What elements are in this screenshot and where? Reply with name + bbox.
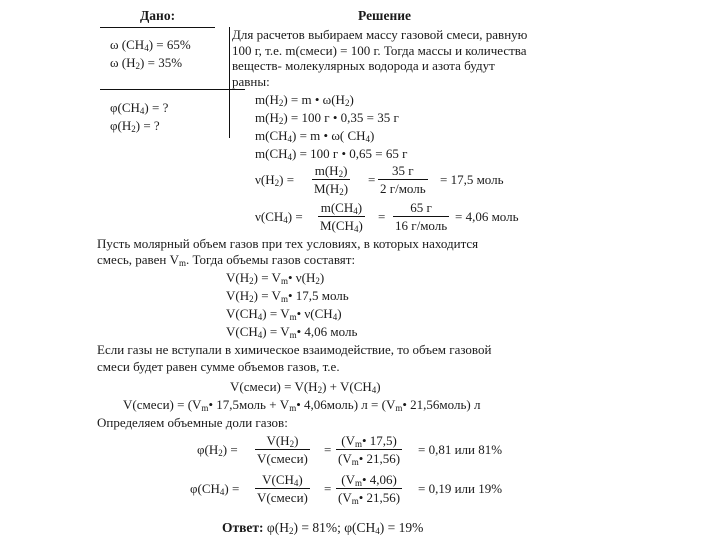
given-header: Дано: xyxy=(140,8,176,23)
volume-intro-line: смесь, равен $V_m$. Тогда объемы газов составят: xyxy=(97,251,356,268)
phi-h2-eq: = xyxy=(324,442,332,457)
volume-intro xyxy=(97,236,478,267)
fractions-heading: Определяем объемные доли газов: xyxy=(97,415,288,430)
given-top-rule xyxy=(100,27,215,28)
nu-h2-fraction-2 xyxy=(378,163,428,196)
given-w-h2: ω $(H_2) = 35\%$ xyxy=(110,55,183,71)
nu-ch4-den2: 16 г/моль xyxy=(395,218,448,233)
solution-intro-line: Для расчетов выбираем массу газовой смеси, равную xyxy=(232,27,528,42)
phi-h2-result: = 0,81 или 81% xyxy=(418,442,503,457)
nu-h2-eq: = xyxy=(368,172,376,187)
m-h2-formula: $m(H_2) = m$ • $\omega(H_2)$ xyxy=(255,92,354,108)
nu-h2-result: = 17,5 моль xyxy=(440,172,504,187)
given-vertical-rule xyxy=(229,27,230,138)
phi-ch4-den1: V(смеси) xyxy=(257,490,308,505)
nu-ch4-result: = 4,06 моль xyxy=(455,209,519,224)
given-phi-ch4: $\varphi(CH_4)$ = ? xyxy=(110,100,169,116)
phi-ch4-lhs: $\varphi(CH_4)$ = xyxy=(190,481,240,497)
nu-h2-fraction-1: $\frac{m(H_2)}{M(H_2)}$ xyxy=(314,163,349,197)
phi-h2-fraction-1: $V(H_2)$ V(смеси) xyxy=(257,433,308,466)
mixture-paragraph xyxy=(97,341,491,375)
solution-intro-line: веществ- молекулярных водорода и азота будут xyxy=(232,58,495,73)
v-h2-value: $V(H_2)$ = $V_m•$ 17,5 моль xyxy=(226,288,349,304)
given-phi-h2: $\varphi(H_2)$ = ? xyxy=(110,118,160,134)
m-h2-value: $m(H_2) = 100$ г • 0,35 = 35 г xyxy=(255,110,399,126)
solution-intro-line: равны: xyxy=(232,73,270,89)
v-ch4-value: $V(CH_4)$ = $V_m•$ 4,06 моль xyxy=(226,324,358,340)
phi-ch4-result: = 0,19 или 19% xyxy=(418,481,503,496)
v-ch4-formula: $V(CH_4)$ = $V_m•$ $\nu(CH_4)$ xyxy=(226,306,342,322)
nu-ch4-fraction-2 xyxy=(393,200,449,233)
nu-h2-lhs: $\nu(H_2)$ = xyxy=(255,172,295,188)
solution-intro-line: 100 г, т.е. m(смеси) = 100 г. Тогда массы и количества xyxy=(232,42,527,58)
solution-intro xyxy=(232,27,527,89)
phi-ch4-fraction-1: $V(CH_4)$ V(смеси) xyxy=(257,472,308,505)
solution-header: Решение xyxy=(358,8,411,23)
v-mix-value: V(смеси) = ($V_m•$ 17,5моль + $V_m•$ 4,06моль) $л = (V_m•$ 21,56моль) л xyxy=(123,397,481,413)
nu-ch4-lhs: $\nu(CH_4)$ = xyxy=(255,209,303,225)
m-ch4-formula: $m(CH_4) = m$ • ω( $CH_4$) xyxy=(255,128,375,144)
phi-h2-fraction-2: $\frac{(V_m• 17,5)}{(V_m• 21,56)}$ xyxy=(338,433,401,467)
phi-h2-den1: V(смеси) xyxy=(257,451,308,466)
nu-ch4-num2: 65 г xyxy=(410,200,432,215)
mixture-line: Если газы не вступали в химическое взаимодействие, то объем газовой xyxy=(97,342,492,357)
nu-h2-den2: 2 г/моль xyxy=(380,181,426,196)
v-h2-formula: $V(H_2)$ = $V_m•$ $\nu(H_2)$ xyxy=(226,270,325,286)
answer-line: Ответ: $\varphi(H_2) = 81\%$; $\varphi(CH_4) = 19\%$ xyxy=(222,520,424,536)
nu-ch4-eq: = xyxy=(378,209,386,224)
phi-ch4-fraction-2: $\frac{(V_m• 4,06)}{(V_m• 21,56)}$ xyxy=(338,472,401,506)
m-ch4-value: $m(CH_4) = 100$ г • 0,65 = 65 г xyxy=(255,146,408,162)
given-divider-rule xyxy=(100,89,245,90)
volume-intro-line: Пусть молярный объем газов при тех условиях, в которых находится xyxy=(97,236,479,251)
given-w-ch4: ω $(CH_4) = 65\%$ xyxy=(110,37,191,53)
mixture-line: смеси будет равен сумме объемов газов, т.е. xyxy=(97,359,340,374)
phi-h2-lhs: $\varphi(H_2)$ = xyxy=(197,442,238,458)
nu-h2-num2: 35 г xyxy=(392,163,414,178)
v-mix-sum: V(смеси) = $V(H_2) + V(CH_4)$ xyxy=(230,379,381,395)
phi-ch4-eq: = xyxy=(324,481,332,496)
nu-ch4-fraction-1: $\frac{m(CH_4)}{M(CH_4)}$ xyxy=(320,200,363,234)
